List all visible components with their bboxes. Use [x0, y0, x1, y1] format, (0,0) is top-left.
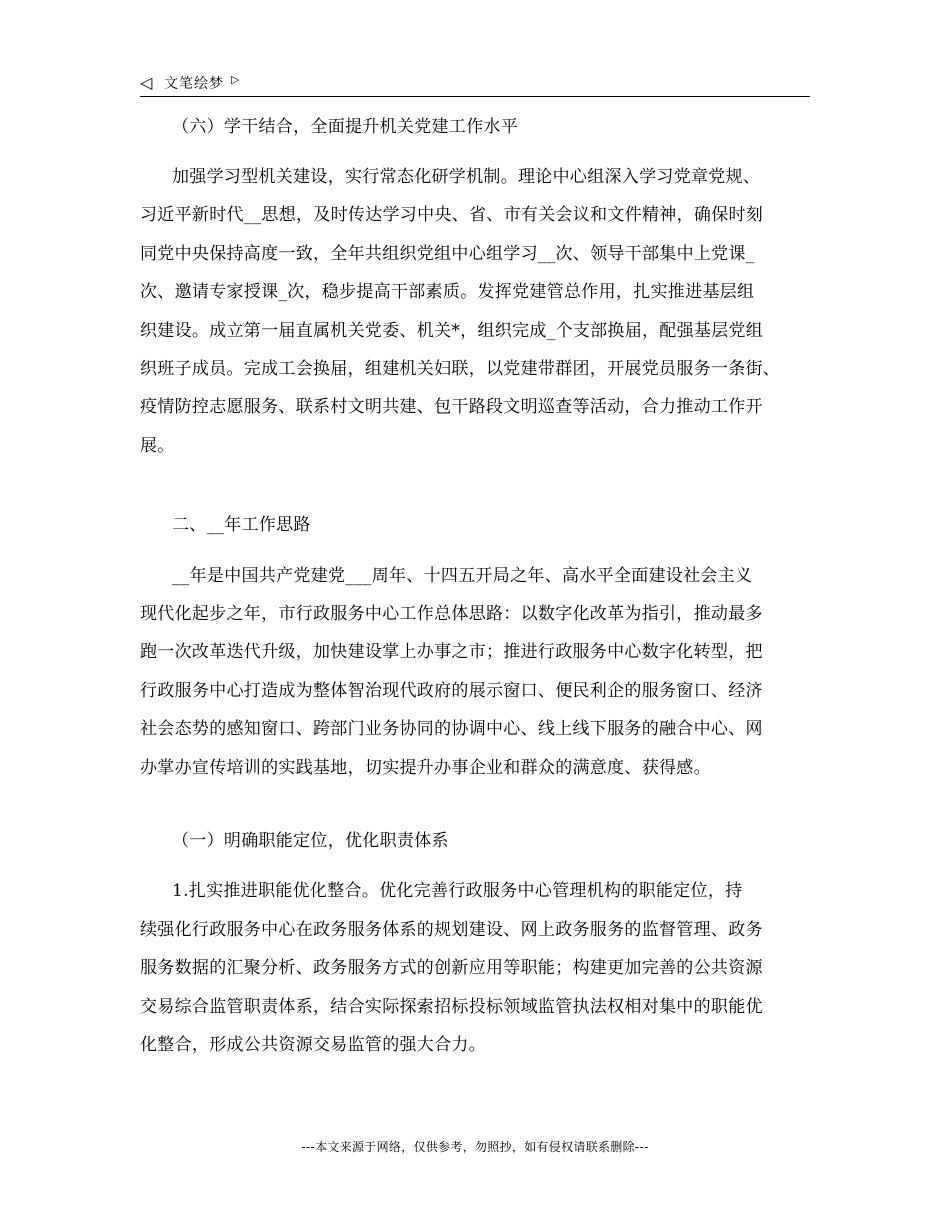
paragraph-line: 展。 — [140, 436, 175, 456]
paragraph-line: 交易综合监管职责体系，结合实际探索招标投标领域监管执法权相对集中的职能优 — [140, 997, 763, 1017]
paragraph-line: 行政服务中心打造成为整体智治现代政府的展示窗口、便民利企的服务窗口、经济 — [140, 681, 763, 701]
paragraph-line: 社会态势的感知窗口、跨部门业务协同的协调中心、线上线下服务的融合中心、网 — [140, 719, 763, 739]
paragraph-line: 跑一次改革迭代升级，加快建设掌上办事之市；推进行政服务中心数字化转型，把 — [140, 642, 763, 662]
footer-disclaimer: ---本文来源于网络，仅供参考，勿照抄，如有侵权请联系删除--- — [301, 1140, 649, 1154]
left-triangle-icon: ◁ — [140, 73, 153, 92]
paragraph-line: 同党中央保持高度一致，全年共组织党组中心组学习__次、领导干部集中上党课_ — [140, 244, 755, 264]
paragraph-line: 疫情防控志愿服务、联系村文明共建、包干路段文明巡查等活动，合力推动工作开 — [140, 397, 763, 417]
paragraph-line: 次、邀请专家授课_次，稳步提高干部素质。发挥党建管总作用，扎实推进基层组 — [140, 282, 755, 302]
paragraph-line: 加强学习型机关建设，实行常态化研学机制。理论中心组深入学习党章党规、 — [172, 167, 761, 187]
paragraph-line: 现代化起步之年，市行政服务中心工作总体思路：以数字化改革为指引，推动最多 — [140, 604, 763, 624]
page-header — [140, 72, 810, 97]
paragraph-line: 办掌办宣传培训的实践基地，切实提升办事企业和群众的满意度、获得感。 — [140, 758, 711, 778]
right-triangle-icon: ▷ — [231, 73, 240, 86]
paragraph-line: 续强化行政服务中心在政务服务体系的规划建设、网上政务服务的监督管理、政务 — [140, 920, 763, 940]
paragraph-line: 习近平新时代__思想，及时传达学习中央、省、市有关会议和文件精神，确保时刻 — [140, 205, 764, 225]
paragraph-line: 1.扎实推进职能优化整合。优化完善行政服务中心管理机构的职能定位，持 — [172, 881, 743, 901]
paragraph-line: 织班子成员。完成工会换届，组建机关妇联，以党建带群团，开展党员服务一条街、 — [140, 359, 781, 379]
paragraph-line: __年是中国共产党建党___周年、十四五开局之年、高水平全面建设社会主义 — [172, 566, 753, 586]
section-heading-6: （六）学干结合，全面提升机关党建工作水平 — [172, 117, 518, 137]
header-brand: 文笔绘梦 — [164, 76, 224, 92]
paragraph-line: 织建设。成立第一届直属机关党委、机关*，组织完成_个支部换届，配强基层党组 — [140, 321, 764, 341]
paragraph-line: 服务数据的汇聚分析、政务服务方式的创新应用等职能；构建更加完善的公共资源 — [140, 958, 763, 978]
paragraph-line: 化整合，形成公共资源交易监管的强大合力。 — [140, 1035, 486, 1055]
section-heading-2-1: （一）明确职能定位，优化职责体系 — [172, 831, 449, 851]
section-heading-2: 二、__年工作思路 — [172, 515, 311, 535]
